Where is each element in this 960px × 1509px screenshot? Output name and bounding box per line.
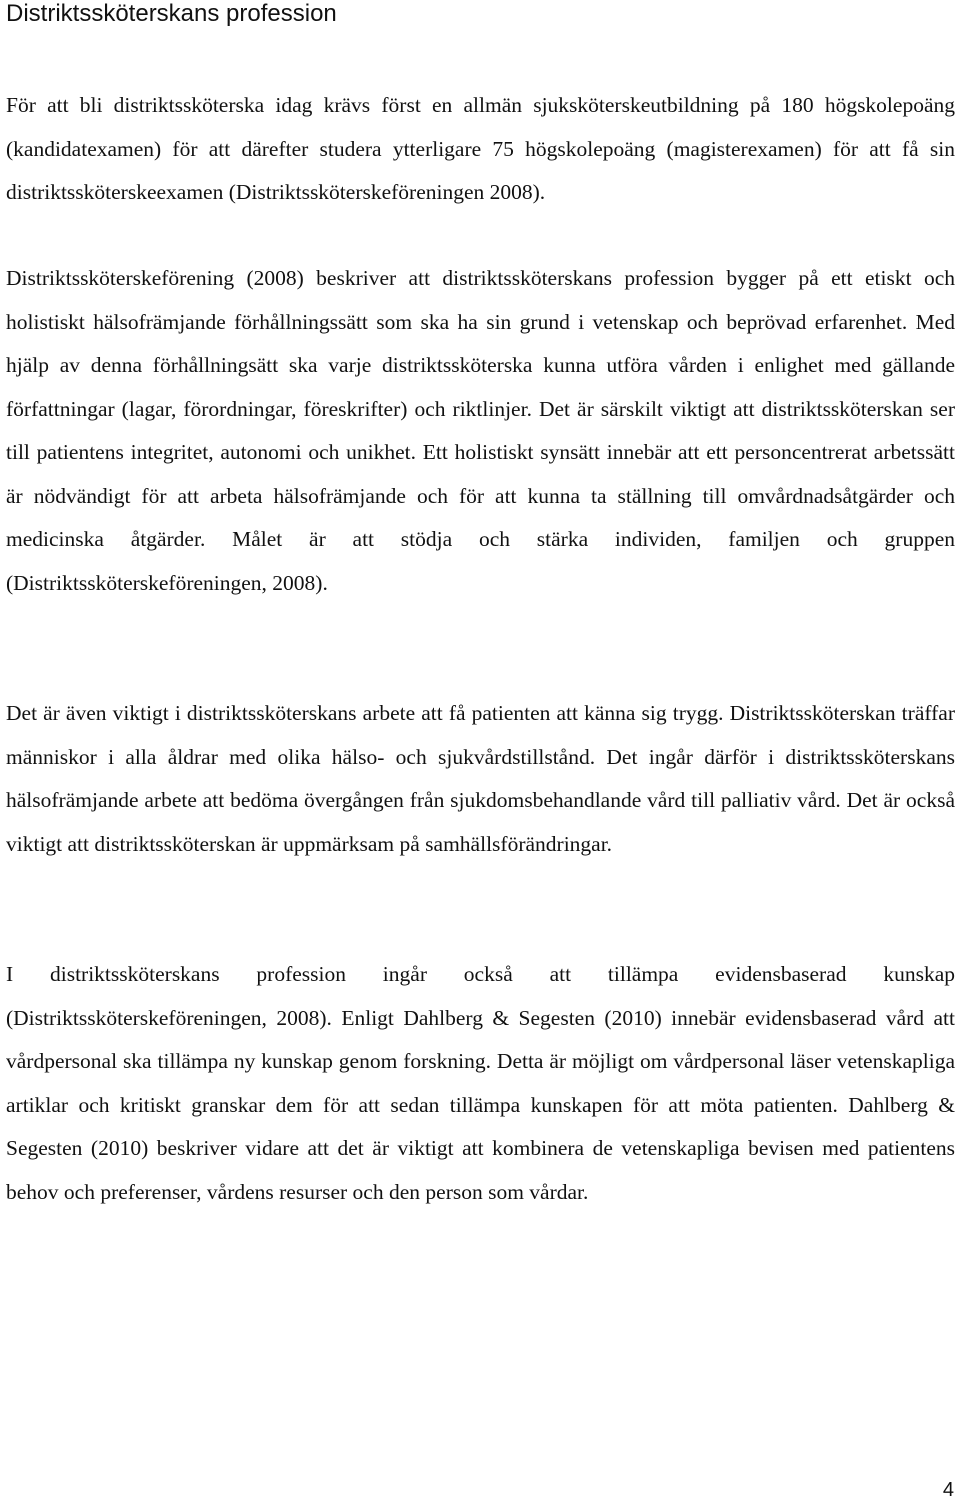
page-number: 4: [942, 1479, 954, 1501]
paragraph-professional-ethics: Distriktssköterskeförening (2008) beskriver att distriktssköterskans profession bygger på ett etiskt och holistiskt hälsofrämjande förhållningssätt som ska ha sin grund i vetenskap och beprövad erfarenhet. Med hjälp av denna förhållningsätt ska varje distriktssköterska kunna utföra vården i enlighet med gällande författningar (lagar, förordningar, föreskrifter) och riktlinjer. Det är särskilt viktigt att distriktssköterskan ser till patientens integritet, autonomi och unikhet. Ett holistiskt synsätt innebär att ett personcentrerat arbetssätt är nödvändigt för att arbeta hälsofrämjande och för att kunna ta ställning till omvårdnadsåtgärder och medicinska åtgärder. Målet är att stödja och stärka individen, familjen och gruppen (Distriktssköterskeföreningen, 2008).: [6, 266, 955, 595]
paragraph-evidence-based-care: I distriktssköterskans profession ingår också att tillämpa evidensbaserad kunskap (Distriktssköterskeföreningen, 2008). Enligt Dahlberg & Segesten (2010) innebär evidensbaserad vård att vårdpersonal ska tillämpa ny kunskap genom forskning. Detta är möjligt om vårdpersonal läser vetenskapliga artiklar och kritiskt granskar dem för att sedan tillämpa kunskapen för att möta patienten. Dahlberg & Segesten (2010) beskriver vidare att det är viktigt att kombinera de vetenskapliga bevisen med patientens behov och preferenser, vårdens resurser och den person som vårdar.: [6, 962, 955, 1204]
paragraph-education-requirements: För att bli distriktssköterska idag krävs först en allmän sjuksköterskeutbildning på 180 högskolepoäng (kandidatexamen) för att därefter studera ytterligare 75 högskolepoäng (magisterexamen) för att få sin distriktssköterskeexamen (Distriktssköterskeföreningen 2008).: [6, 93, 955, 204]
section-heading: Distriktssköterskans profession: [6, 0, 337, 27]
paragraph-patient-safety: Det är även viktigt i distriktssköterskans arbete att få patienten att känna sig trygg. Distriktssköterskan träffar människor i alla åldrar med olika hälso- och sjukvårdstillstånd. Det ingår därför i distriktssköterskans hälsofrämjande arbete att bedöma övergången från sjukdomsbehandlande vård till palliativ vård. Det är också viktigt att distriktssköterskan är uppmärksam på samhällsförändringar.: [6, 701, 955, 856]
